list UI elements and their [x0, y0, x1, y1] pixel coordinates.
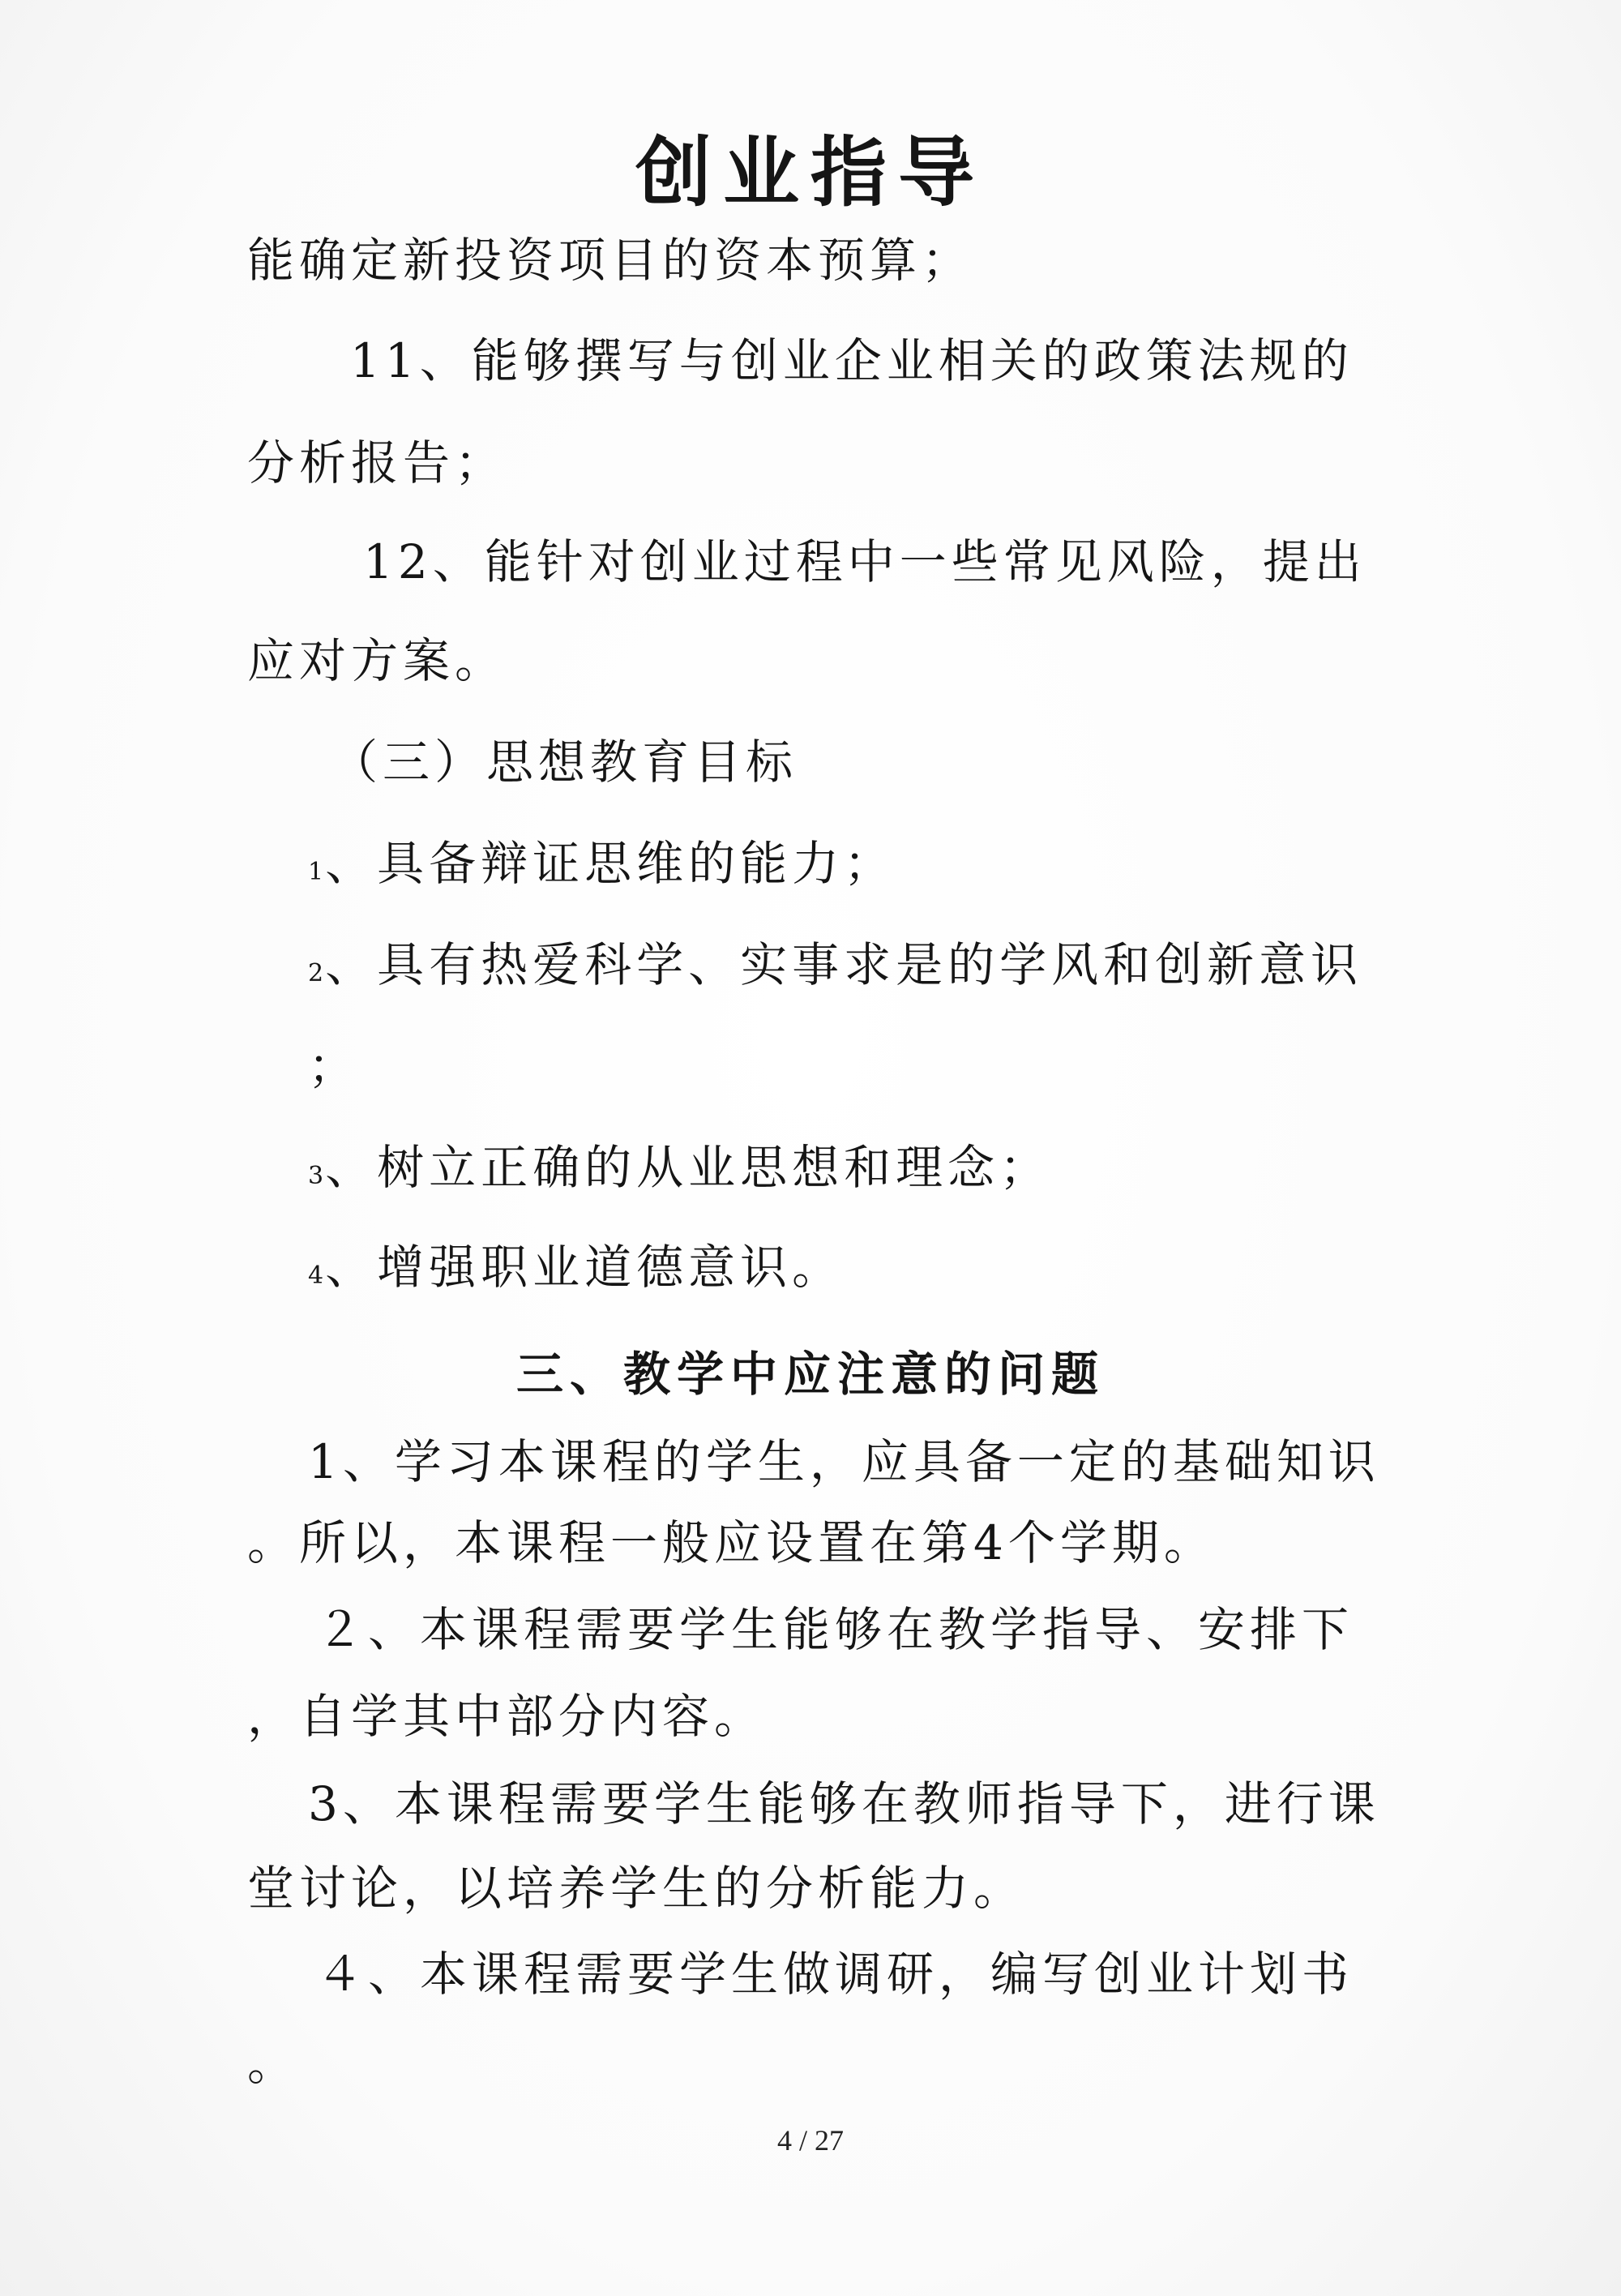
list-item	[308, 835, 896, 901]
text-line: 1、学习本课程的学生，应具备一定的基础知识	[308, 1434, 1380, 1489]
text-line: 堂讨论，以培养学生的分析能力。	[247, 1861, 1026, 1916]
list-text: 、具备辩证思维的能力；	[325, 836, 896, 891]
text-line: ，自学其中部分内容。	[247, 1689, 767, 1744]
text-line: 12、能针对创业过程中一些常见风险，提出	[363, 534, 1367, 589]
list-item	[308, 936, 1362, 1002]
text-line: 应对方案。	[247, 633, 507, 688]
list-number: 1	[308, 858, 326, 886]
text-line: ２、本课程需要学生能够在教学指导、安排下	[316, 1602, 1354, 1657]
text-line: 。所以，本课程一般应设置在第4个学期。	[247, 1515, 1216, 1570]
list-text: ；	[308, 1039, 361, 1094]
section-heading: 三、教学中应注意的问题	[515, 1347, 1105, 1402]
text-line: ４、本课程需要学生做调研，编写创业计划书	[316, 1947, 1354, 2002]
subsection-heading: （三）思想教育目标	[331, 735, 798, 790]
list-text: 、具有热爱科学、实事求是的学风和创新意识	[325, 937, 1363, 992]
text-line: 能确定新投资项目的资本预算；	[247, 233, 974, 288]
text-line: 。	[247, 2036, 300, 2091]
list-number: 3	[308, 1162, 326, 1190]
page-title: 创业指导	[635, 128, 986, 217]
text-line: 分析报告；	[247, 435, 507, 490]
list-text: 、树立正确的从业思想和理念；	[325, 1140, 1052, 1195]
text-line: 11、能够撰写与创业企业相关的政策法规的	[350, 333, 1354, 388]
text-line: 3、本课程需要学生能够在教师指导下，进行课	[308, 1776, 1380, 1831]
page-number: 4 / 27	[776, 2124, 844, 2157]
list-number: 2	[308, 959, 326, 987]
list-number: 4	[308, 1262, 326, 1290]
list-text: 、增强职业道德意识。	[325, 1240, 845, 1295]
list-item	[308, 1038, 360, 1103]
list-item	[308, 1239, 844, 1304]
list-item	[308, 1139, 1051, 1205]
